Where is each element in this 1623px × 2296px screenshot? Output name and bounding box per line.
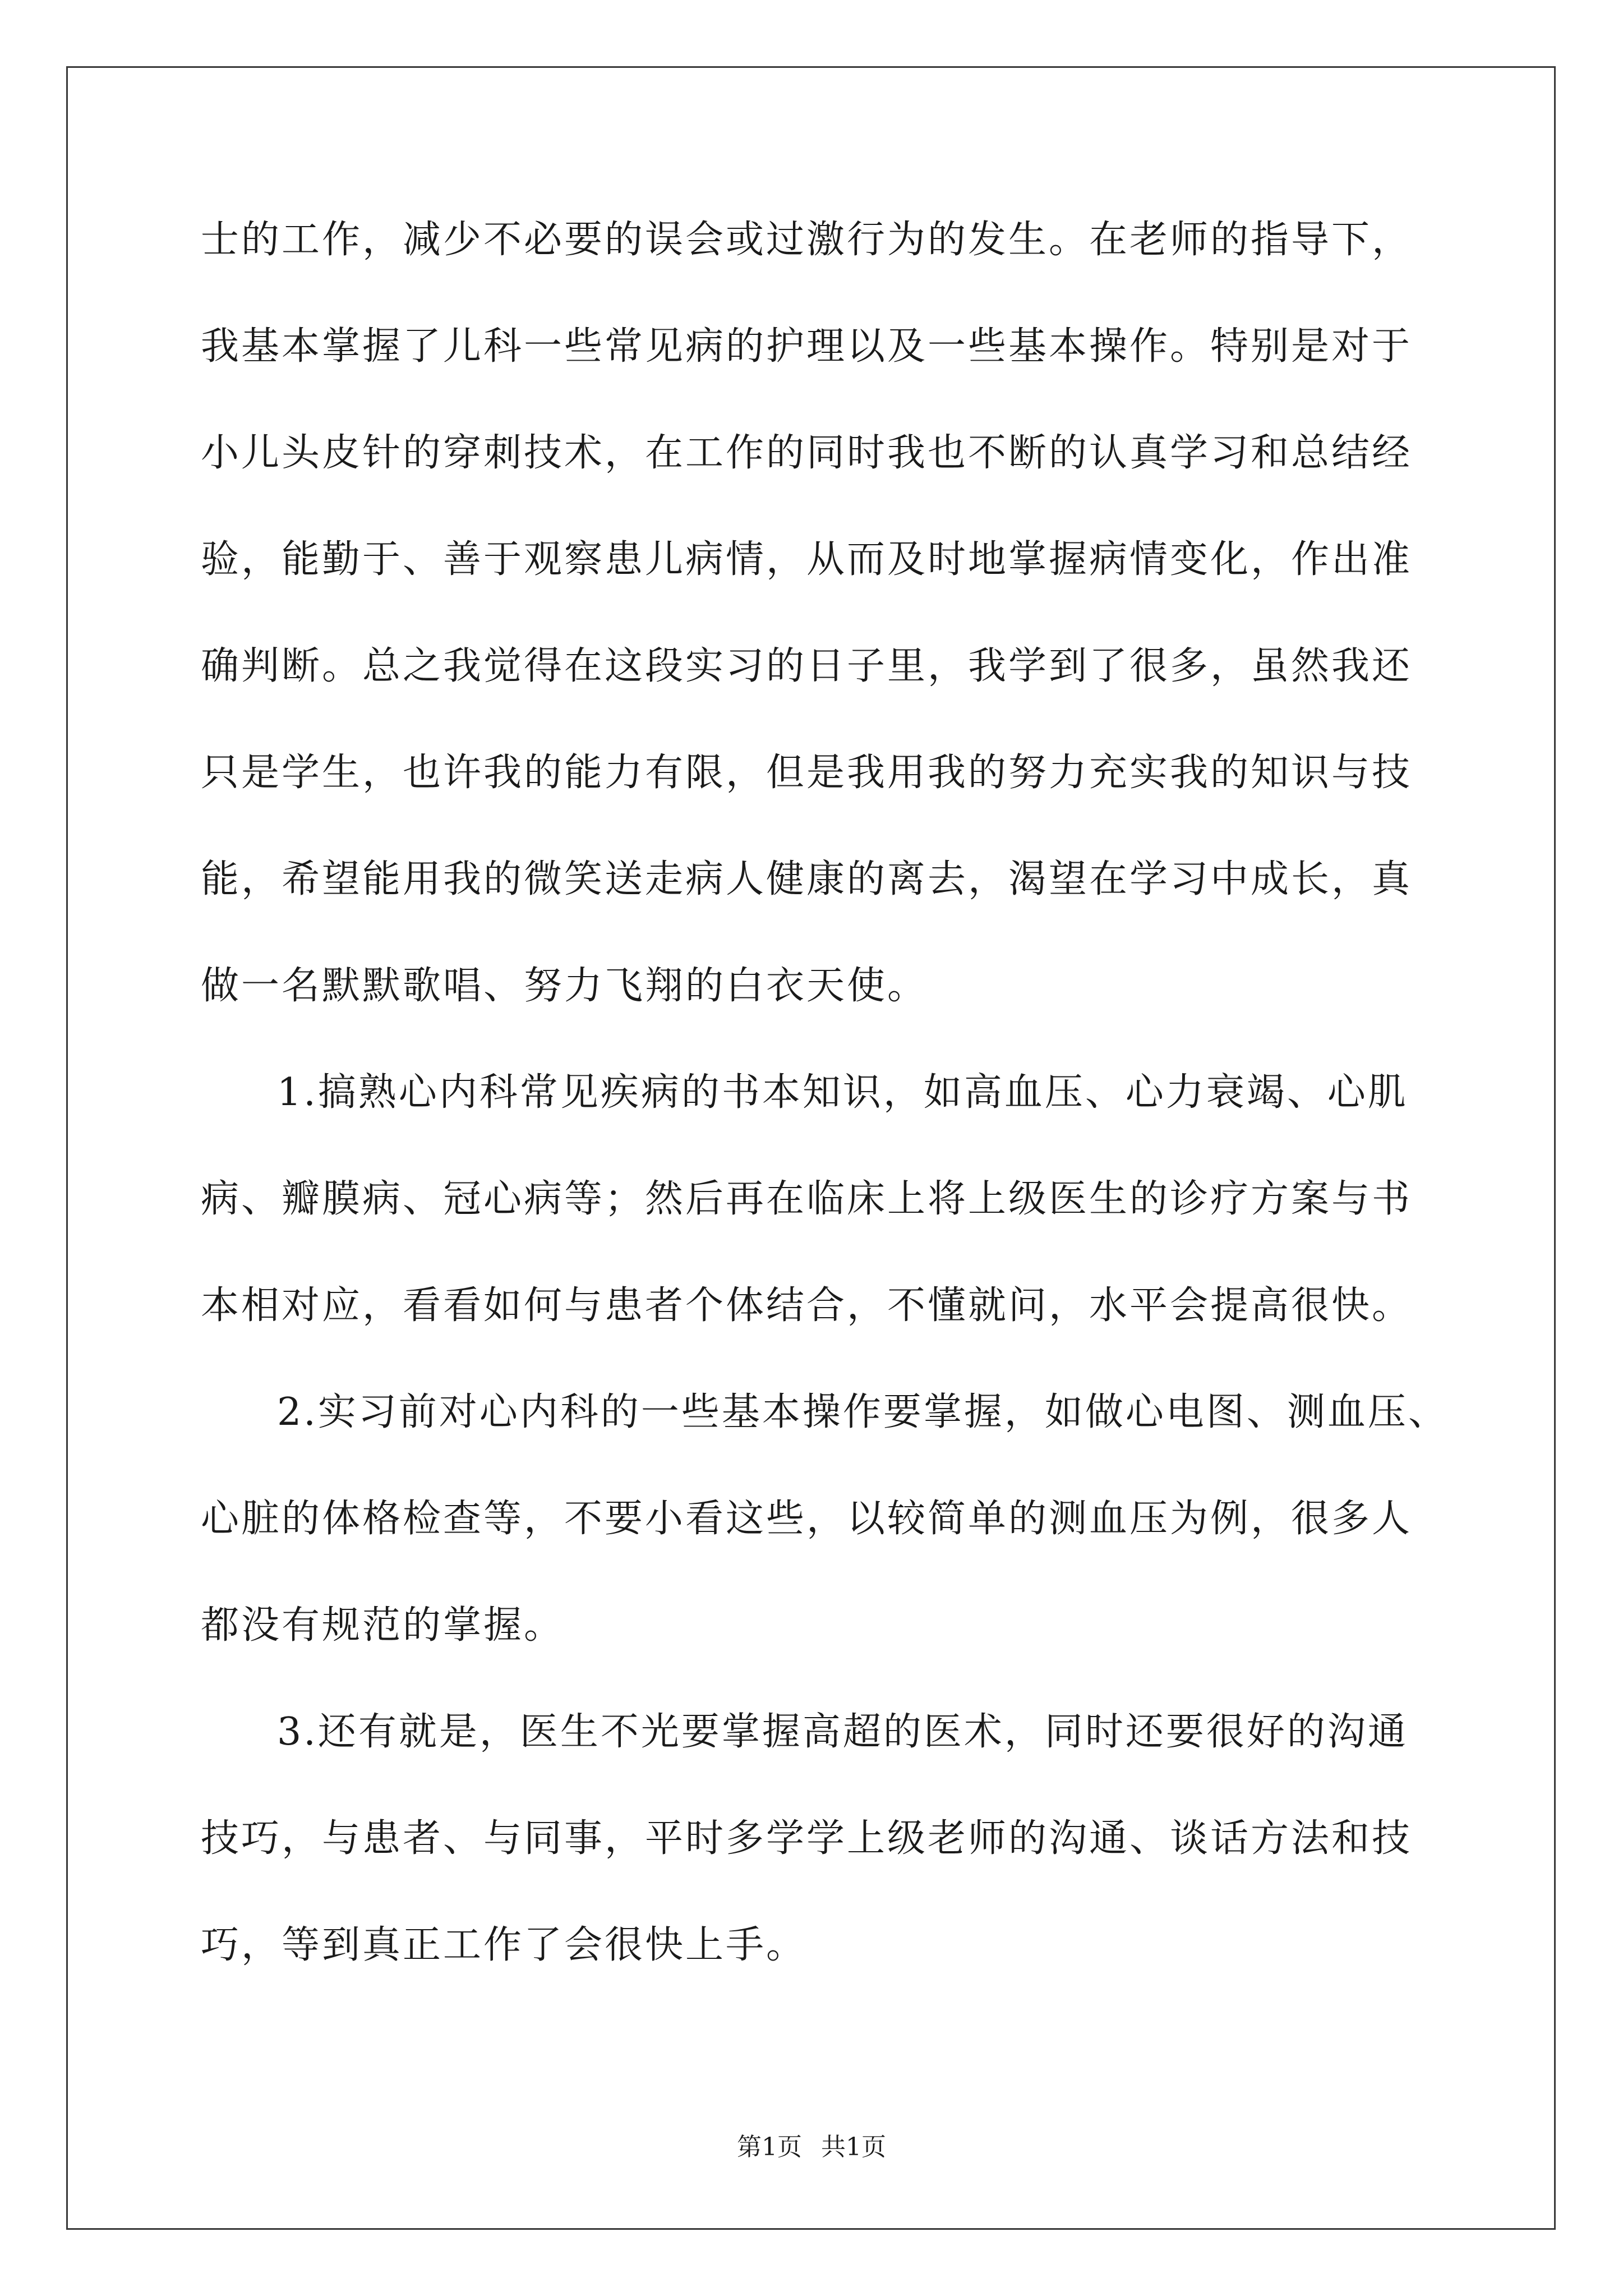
list-item-3-line-2: 技巧，与患者、与同事，平时多学学上级老师的沟通、谈话方法和技 — [201, 1816, 1413, 1861]
text-line-8: 做一名默默歌唱、努力飞翔的白衣天使。 — [201, 964, 928, 1008]
text-line-3: 小儿头皮针的穿刺技术，在工作的同时我也不断的认真学习和总结经 — [201, 431, 1413, 475]
list-item-2-line-3: 都没有规范的掌握。 — [201, 1603, 565, 1648]
list-item-3-line-1: 3.还有就是，医生不光要掌握高超的医术，同时还要很好的沟通 — [277, 1710, 1408, 1754]
text-line-5: 确判断。总之我觉得在这段实习的日子里，我学到了很多，虽然我还 — [201, 644, 1413, 688]
text-line-6: 只是学生，也许我的能力有限，但是我用我的努力充实我的知识与技 — [201, 751, 1413, 795]
text-line-1: 士的工作，减少不必要的误会或过激行为的发生。在老师的指导下， — [201, 218, 1413, 262]
text-line-7: 能，希望能用我的微笑送走病人健康的离去，渴望在学习中成长，真 — [201, 857, 1413, 901]
page-border — [66, 66, 1556, 2230]
page-number: 第1页 — [737, 2133, 802, 2161]
list-item-1-line-1: 1.搞熟心内科常见疾病的书本知识，如高血压、心力衰竭、心肌 — [277, 1070, 1408, 1115]
page-footer — [0, 2131, 1623, 2164]
text-line-4: 验，能勤于、善于观察患儿病情，从而及时地掌握病情变化，作出准 — [201, 537, 1413, 582]
list-item-2-line-2: 心脏的体格检查等，不要小看这些，以较简单的测血压为例，很多人 — [201, 1497, 1413, 1541]
page-count: 共1页 — [821, 2133, 886, 2161]
list-item-2-line-1: 2.实习前对心内科的一些基本操作要掌握，如做心电图、测血压、 — [277, 1390, 1449, 1434]
list-item-1-line-2: 病、瓣膜病、冠心病等；然后再在临床上将上级医生的诊疗方案与书 — [201, 1177, 1413, 1221]
list-item-3-line-3: 巧，等到真正工作了会很快上手。 — [201, 1923, 807, 1967]
list-item-1-line-3: 本相对应，看看如何与患者个体结合，不懂就问，水平会提高很快。 — [201, 1283, 1413, 1328]
text-line-2: 我基本掌握了儿科一些常见病的护理以及一些基本操作。特别是对于 — [201, 324, 1413, 369]
